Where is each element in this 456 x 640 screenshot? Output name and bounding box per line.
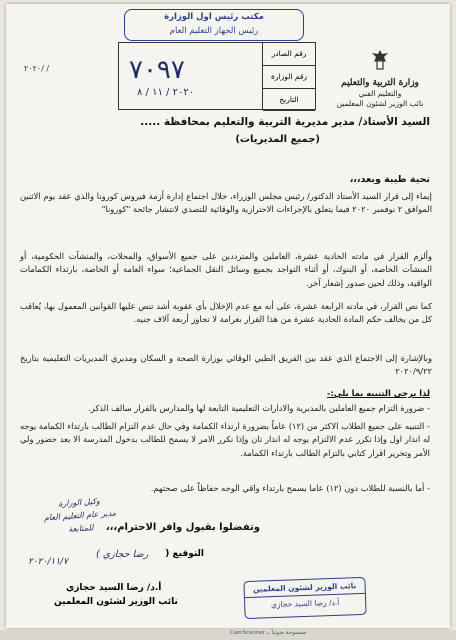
bullet-2-text: التنبيه على جميع الطلاب الاكثر من (١٢) عاماً بضرورة ارتداء الكمامة وفي حال عدم التزام الطالب بارتداء الكمامة يوجه له انذار اول وإذا تكرر عدم الالتزام يوجه له انذار ثان وإذا تكرر الامر لا يسمح للطالب بدخول المدرسة الا بعد حضور ولي الأمر وتحرير اقرار كتابي بالتزام الطالب بارتداء الكمامة.	[20, 421, 430, 458]
label-date: التاريخ	[263, 89, 315, 112]
ministry-name: وزارة التربية والتعليم	[341, 78, 419, 88]
paragraph-2: وألزم القرار في مادته الحادية عشرة، العاملين والمترددين على جميع الأسواق، والمحلات، والمنشآت الحكومية، أو المنشآت الخاصة، أو البنوك، أو أثناء التواجد بجميع وسائل النقل الجماعية؛ سواء العامة أو الخاصة، بارتداء الكمامات الواقية، وذلك لحين صدور إشعار آخر.	[20, 251, 432, 288]
top-date: ٢٠٢٠/ /	[24, 64, 50, 73]
label-outgoing-number: رقم الصادر	[263, 43, 315, 66]
received-stamp	[124, 9, 304, 41]
scanner-footer: ممسوحة ضوئياً بـ CamScanner	[229, 630, 306, 636]
margin-note	[19, 492, 141, 539]
signer-name: أ.د/ رضا السيد حجازي	[66, 583, 162, 593]
scanner-bar	[0, 630, 456, 640]
stamp-line-2: رئيس الجهاز التعليم العام	[169, 26, 259, 36]
closing-line: وتفضلوا بقبول وافر الاحترام،،،	[105, 522, 260, 533]
ministry-header	[324, 48, 436, 109]
signature-label: التوقيع (	[165, 549, 204, 559]
label-ministry-number: رقم الوزارة	[263, 66, 315, 89]
margin-note-line-1: وكيل الوزارة	[58, 496, 101, 509]
note-heading: لذا يرجى التنبيه بما يلي:-	[327, 388, 430, 398]
seal-line-1: نائب الوزير لشئون المعلمين	[244, 578, 364, 598]
bullet-1: - ضرورة التزام جميع العاملين بالمديرية والادارات التعليمية التابعة لها والمدارس بالقرار سالف الذكر.	[88, 403, 430, 413]
addressee-scope: (جميع المديريات)	[235, 134, 320, 145]
greeting: تحية طيبة وبعد،،،	[349, 174, 430, 185]
addressee-line: السيد الأستاذ/ مدير مديرية التربية والتعليم بمحافظة .....	[140, 116, 430, 128]
paragraph-4: وبالإشارة إلى الاجتماع الذي عقد بين الفريق الطبي الوقائي بوزارة الصحة و السكان ومديري المديريات التعليمية بتاريخ ٢٠٢٠/٩/٢٢	[20, 353, 432, 377]
official-seal	[243, 577, 366, 619]
seal-line-2: أ.د/ رضا السيد حجازي	[270, 597, 340, 610]
margin-note-line-2: مدير عام التعليم العام	[43, 508, 117, 523]
document-page	[6, 4, 450, 628]
bullet-2: - التنبيه على جميع الطلاب الاكثر من (١٢) عاماً بضرورة ارتداء الكمامة وفي حال عدم التزام الطالب بارتداء الكمامة يوجه له انذار اول وإذا تكرر عدم الالتزام يوجه له انذار ثان وإذا تكرر الامر لا يسمح للطالب بدخول المدرسة الا بعد حضور ولي الأمر وتحرير اقرار كتابي بالتزام الطالب بارتداء الكمامة.	[20, 421, 430, 458]
paragraph-1: إيماء إلى قرار السيد الأستاذ الدكتور/ رئيس مجلس الوزراء، خلال اجتماع إدارة أزمة فيروس كورونا والذي عقد يوم الاثنين الموافق ٢ نوفمبر ٢٠٢٠ فيما يتعلق بالإجراءات الاحترازية والوقائية للتصدي لانتشار جائحة "كورونا"	[20, 191, 432, 215]
registration-number: ٧٠٩٧	[129, 55, 185, 85]
signer-role: نائب الوزير لشئون المعلمين	[54, 597, 178, 607]
registration-box	[118, 42, 316, 110]
eagle-emblem-icon	[368, 48, 392, 72]
bullet-3: - أما بالنسبة للطلاب دون (١٢) عاما يسمح بارتداء واقي الوجه حفاظاً على صحتهم.	[150, 483, 430, 493]
signature-date: ٢٠٢٠/١١/٧	[28, 557, 68, 567]
registration-labels	[262, 43, 315, 109]
margin-note-line-3: للمتابعة	[68, 523, 94, 534]
signature-handwritten: رضا حجازي )	[96, 549, 149, 560]
stamp-line-1: مكتب رئيس اول الوزارة	[164, 12, 264, 22]
bullet-3-text: أما بالنسبة للطلاب دون (١٢) عاما يسمح بارتداء واقي الوجه حفاظاً على صحتهم.	[150, 483, 425, 493]
ministry-subtitle: والتعليم الفني	[358, 89, 402, 98]
paragraph-3: كما نص القرار، في مادته الرابعة عشرة، على أنه مع عدم الإخلال بأي عقوبة أشد تنص عليها القوانين المعمول بها، يُعاقب كل من يخالف حكم المادة الحادية عشرة من هذا القرار بغرامة لا تجاوز أربعة آلاف جنيه.	[20, 301, 432, 325]
registration-date: ٢٠٢٠ / ١١ / ٨	[137, 87, 195, 98]
bullet-1-text: ضرورة التزام جميع العاملين بالمديرية والادارات التعليمية التابعة لها والمدارس بالقرار سالف الذكر.	[88, 403, 425, 413]
office-name: نائب الوزير لشئون المعلمين	[336, 99, 424, 108]
